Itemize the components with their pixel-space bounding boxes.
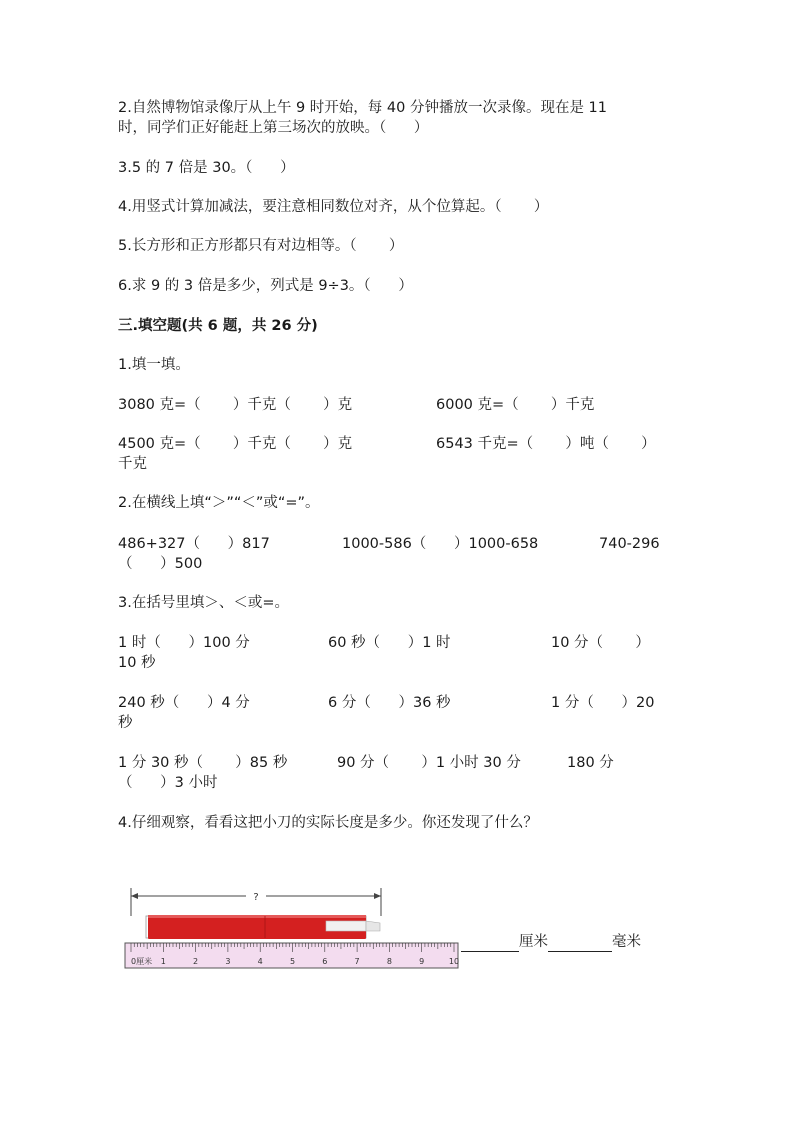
fill-q2-item: 486+327（ ）817 (118, 536, 270, 552)
fill-q1-item: 3080 克=（ ）千克（ ）克 (118, 397, 353, 413)
fill-q3-item: 6 分（ ）36 秒 (328, 695, 451, 711)
fill-q2-item: 1000-586（ ）1000-658 (342, 536, 539, 552)
ruler-label: 0厘米 (131, 957, 153, 966)
question-mark-label: ? (253, 892, 259, 903)
ruler-label: 6 (322, 957, 328, 966)
fill-q1-item: 千克 (118, 456, 147, 472)
fill-q4-title: 4.仔细观察，看看这把小刀的实际长度是多少。你还发现了什么？ (118, 815, 538, 831)
fill-q1-title: 1.填一填。 (118, 357, 190, 373)
judge-q2-line2: 时，同学们正好能赶上第三场次的放映。（ ） (118, 120, 429, 136)
fill-q3-item: 秒 (118, 715, 133, 731)
fill-q1-item: 6543 千克=（ ）吨（ ） (436, 436, 656, 452)
fill-q3-item: （ ）3 小时 (118, 775, 218, 791)
section-heading: 三.填空题(共 6 题，共 26 分) (118, 318, 318, 334)
ruler (125, 943, 459, 968)
fill-q3-item: 1 时（ ）100 分 (118, 635, 250, 651)
unit-cm-label: 厘米 (519, 934, 548, 950)
knife-illustration (146, 915, 380, 939)
judge-q2-line1: 2.自然博物馆录像厅从上午 9 时开始，每 40 分钟播放一次录像。现在是 11 (118, 100, 608, 116)
ruler-label: 9 (419, 957, 425, 966)
ruler-label: 10 (448, 957, 460, 966)
ruler-label: 3 (225, 957, 231, 966)
knife-ruler-figure (122, 886, 641, 974)
answer-blank-cm[interactable] (461, 935, 519, 952)
fill-q3-item: 240 秒（ ）4 分 (118, 695, 250, 711)
fill-q3-title: 3.在括号里填＞、＜或=。 (118, 595, 289, 611)
judge-q3: 3.5 的 7 倍是 30。（ ） (118, 160, 295, 176)
fill-q3-item: 90 分（ ）1 小时 30 分 (337, 755, 521, 771)
fill-q3-item: 1 分（ ）20 (551, 695, 655, 711)
judge-q5: 5.长方形和正方形都只有对边相等。（ ） (118, 238, 404, 254)
fill-q3-item: 180 分 (567, 755, 614, 771)
fill-q3-item: 60 秒（ ）1 时 (328, 635, 451, 651)
dimension-arrow (131, 888, 381, 916)
fill-q3-item: 1 分 30 秒（ ）85 秒 (118, 755, 288, 771)
ruler-label: 7 (354, 957, 360, 966)
answer-blanks (461, 932, 641, 952)
ruler-label: 4 (257, 957, 263, 966)
judge-q6: 6.求 9 的 3 倍是多少，列式是 9÷3。（ ） (118, 278, 413, 294)
unit-mm-label: 毫米 (612, 934, 641, 950)
judge-q4: 4.用竖式计算加减法，要注意相同数位对齐，从个位算起。（ ） (118, 199, 549, 215)
ruler-label: 2 (193, 957, 199, 966)
fill-q2-item: 740-296 (599, 536, 660, 552)
ruler-label: 8 (386, 957, 392, 966)
ruler-label: 1 (160, 957, 166, 966)
ruler-label: 5 (289, 957, 296, 966)
fill-q2-title: 2.在横线上填“＞”“＜”或“=”。 (118, 495, 320, 511)
fill-q3-item: 10 分（ ） (551, 635, 650, 651)
fill-q2-item: （ ）500 (118, 556, 203, 572)
knife-ruler-svg (122, 886, 462, 970)
answer-blank-mm[interactable] (548, 935, 612, 952)
fill-q1-item: 6000 克=（ ）千克 (436, 397, 595, 413)
fill-q1-item: 4500 克=（ ）千克（ ）克 (118, 436, 353, 452)
fill-q3-item: 10 秒 (118, 655, 156, 671)
